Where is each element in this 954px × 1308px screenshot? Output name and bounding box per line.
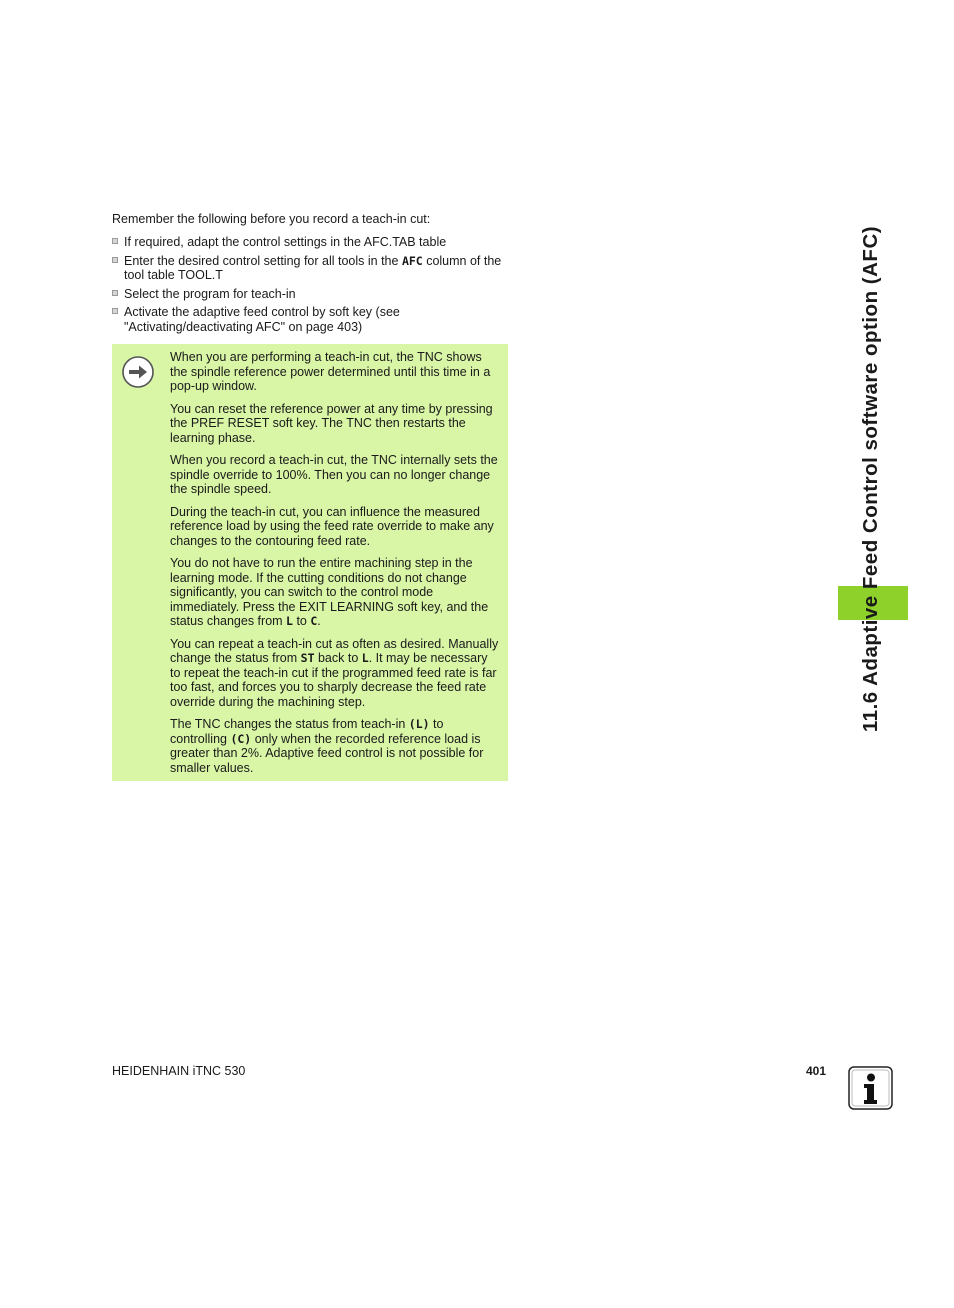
bullet-square-icon [112,257,118,263]
bullet-list [112,235,512,338]
note-paragraph: During the teach-in cut, you can influence the measured reference load by using the feed rate override to make any changes to the contouring feed rate. [170,504,494,548]
arrow-right-circle-icon [122,356,154,388]
text-run: You do not have to run the entire machining step in the learning mode. If the cutting conditions do not change significantly, you can switch to the control mode immediately. Press the EXIT LEARNING soft key, and the status changes from [170,556,489,628]
list-item [112,235,512,250]
code-status-l: (L) [408,717,430,731]
chapter-title: 11.6 Adaptive Feed Control software option (AFC) [859,225,882,733]
code-status-l: L [286,614,293,628]
info-icon [848,1066,893,1110]
running-header [854,212,888,747]
list-item [112,254,512,283]
text-run: only when the recorded reference load is greater than 2%. Adaptive feed control is not possible for smaller values. [170,731,484,775]
footer-product: HEIDENHAIN iTNC 530 [112,1064,246,1078]
text-run: You can repeat a teach-in cut as often as desired. Manually change the status from [170,636,499,665]
note-paragraph: When you are performing a teach-in cut, the TNC shows the spindle reference power determined until this time in a pop-up window. [170,350,491,393]
note-text [170,350,500,783]
bullet-text: Select the program for teach-in [124,286,296,301]
note-paragraph [170,717,500,775]
note-paragraph [170,556,500,629]
bullet-text-pre: Enter the desired control setting for all tools in the [124,253,402,268]
text-run: . [317,614,321,628]
note-paragraph [170,637,500,710]
code-status-st: ST [300,651,315,665]
note-paragraph: When you record a teach-in cut, the TNC internally sets the spindle override to 100%. Then you can no longer change the spindle speed. [170,453,498,496]
text-run: back to [314,651,362,665]
list-item [112,305,512,334]
text-run: to controlling [170,717,444,746]
code-status-l: L [361,651,369,665]
bullet-text: If required, adapt the control settings in the AFC.TAB table [124,235,447,249]
text-run: to [292,614,311,628]
bullet-text-post: column of the tool table TOOL.T [124,253,502,282]
bullet-square-icon [112,238,118,244]
intro-text: Remember the following before you record a teach-in cut: [112,212,431,226]
text-run: The TNC changes the status from teach-in [170,717,409,731]
list-item [112,287,512,302]
page-number: 401 [806,1064,827,1078]
note-box [112,344,508,781]
text-run: . It may be necessary to repeat the teach-in cut if the programmed feed rate is far too fast, and forces you to sharply decrease the feed rate override during the machining step. [170,651,497,709]
code-afc: AFC [401,253,423,268]
bullet-text: Activate the adaptive feed control by soft key (see "Activating/deactivating AFC" on page 403) [124,305,400,334]
code-status-c: (C) [230,731,252,746]
code-status-c: C [310,614,318,628]
bullet-square-icon [112,308,118,314]
note-paragraph: You can reset the reference power at any time by pressing the PREF RESET soft key. The TNC then restarts the learning phase. [170,401,493,445]
bullet-square-icon [112,290,118,296]
